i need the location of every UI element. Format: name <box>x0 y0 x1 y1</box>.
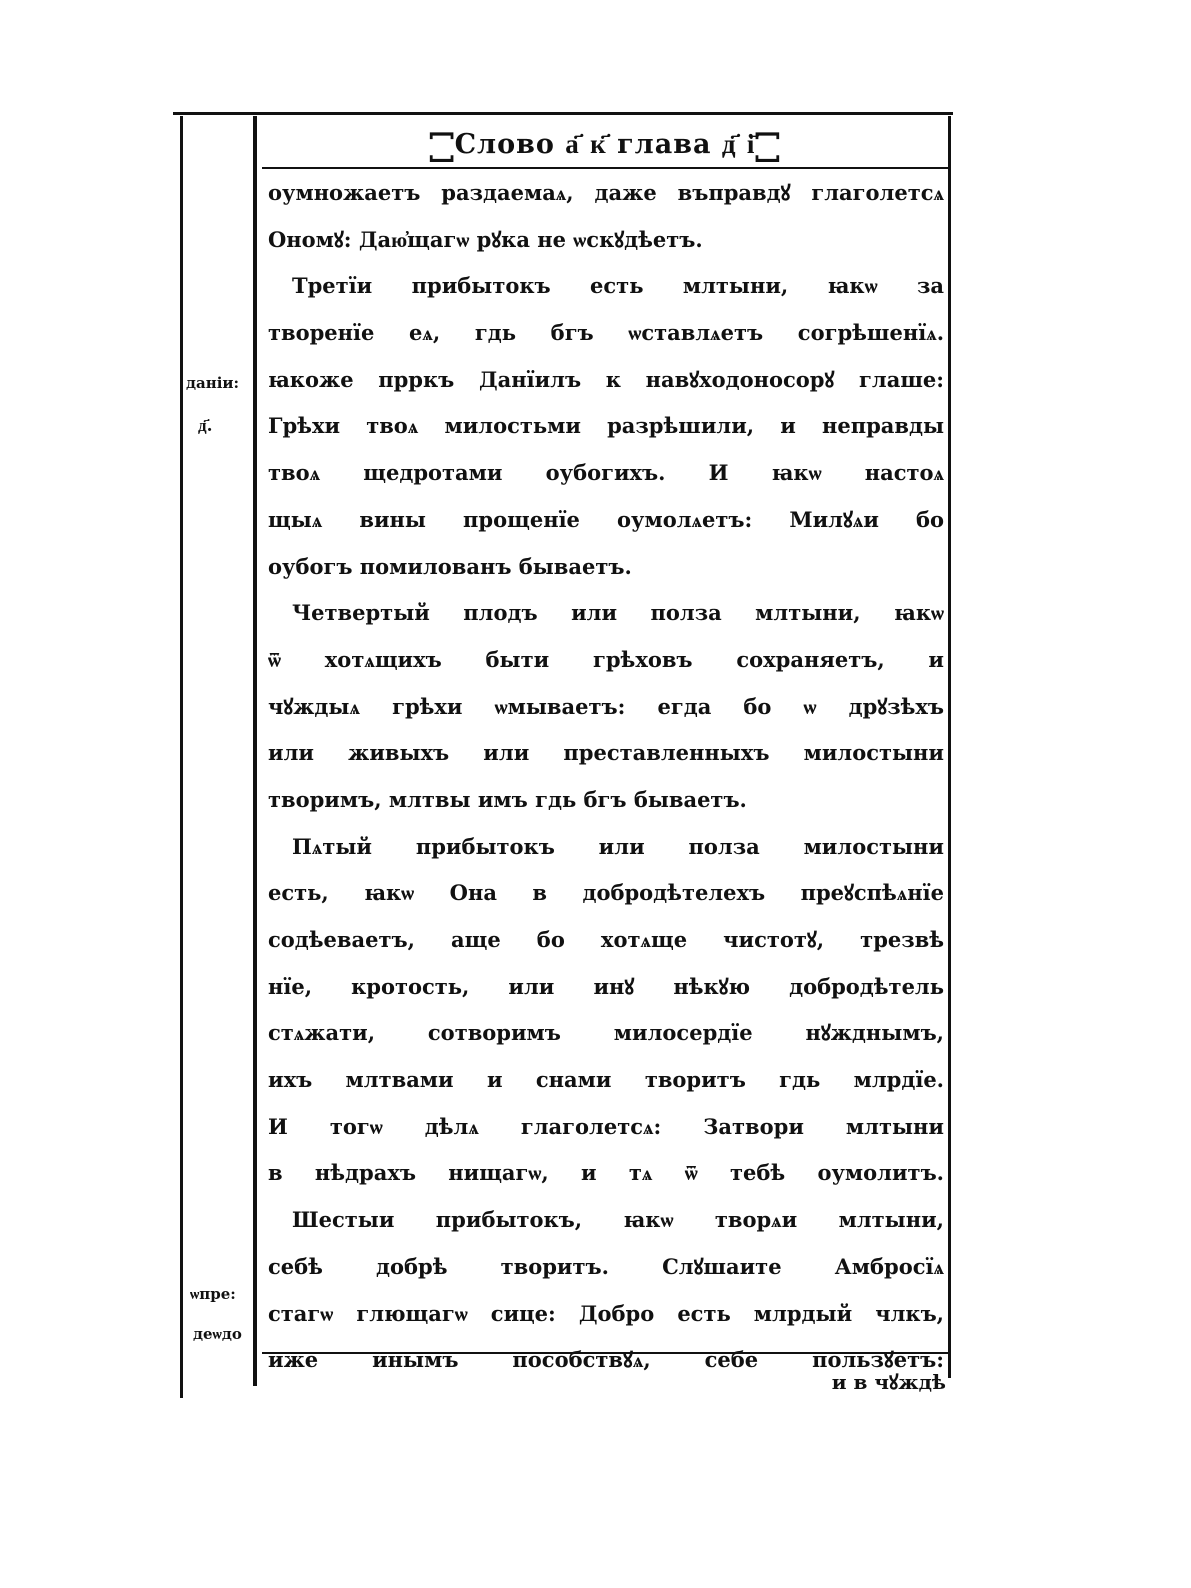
text-line: содѣеваетъ, аще бо хотѧще чистотꙋ, трезвѣ <box>268 927 944 952</box>
text-line: Ономꙋ: Даю҆щагѡ рꙋка не ѡскꙋдѣетъ. <box>268 226 703 252</box>
text-line: есть, ꙗкѡ Она в добродѣтелехъ преꙋспѣѧнїе <box>268 880 944 906</box>
text-line: Шестыи прибытокъ, ꙗкѡ творѧи млтыни, <box>292 1207 944 1233</box>
margin-note-ambrose-word: деѡдо <box>193 1325 242 1343</box>
margin-note-ambrose-mark: ѡпре: <box>190 1285 236 1303</box>
text-line: Грѣхи твоѧ милостьми разрѣшили, и неправды <box>268 413 944 439</box>
margin-note-daniel: даніи: <box>186 374 240 392</box>
page-header <box>262 124 948 164</box>
text-line: в нѣдрахъ нищагѡ, и тѧ ѿ тебѣ оумолитъ. <box>268 1160 944 1186</box>
frame-left-rule <box>180 116 183 1398</box>
text-line: стагѡ глющагѡ сице: Добро есть млрдый члкъ, <box>268 1300 944 1326</box>
text-line: себѣ добрѣ творитъ. Слꙋшаите Амбросїѧ <box>268 1253 944 1279</box>
text-line: Третїи прибытокъ есть млтыни, ꙗкѡ за <box>292 273 944 299</box>
text-line: ихъ млтвами и снами творитъ гдь млрдїе. <box>268 1067 944 1093</box>
catchword: и в чꙋждѣ <box>831 1370 946 1394</box>
ornament-right-icon: ꙱ <box>767 131 769 161</box>
text-line: чꙋждыѧ грѣхи ѡмываетъ: егда бо ѡ дрꙋзѣхъ <box>268 693 944 719</box>
text-line: ѿ хотѧщихъ быти грѣховъ сохраняетъ, и <box>268 646 944 672</box>
text-line: творимъ, млтвы имъ гдь бгъ бываетъ. <box>268 786 747 812</box>
text-line: нїе, кротость, или инꙋ нѣкꙋю добродѣтель <box>268 973 944 999</box>
page-title: Слово а҃ к҃ глава д҃ і҃ <box>454 128 756 160</box>
text-line: оубогъ помилованъ бываетъ. <box>268 553 632 579</box>
text-line: И тогѡ дѣлѧ глаголетсѧ: Затвори млтыни <box>268 1113 944 1139</box>
frame-top-rule <box>173 112 953 115</box>
text-line: Четвертый плодъ или полза млтыни, ꙗкѡ <box>292 600 944 626</box>
text-line: оумножаетъ раздаемаѧ, даже въправдꙋ глаголетсѧ <box>268 180 944 205</box>
text-line: твоѧ щедротами оубогихъ. И ꙗкѡ настоѧ <box>268 460 944 486</box>
text-line: Пѧтый прибытокъ или полза милостыни <box>292 833 944 859</box>
text-line: ꙗкоже прркъ Данїилъ к навꙋходоносорꙋ глаше: <box>268 366 944 392</box>
body-text <box>268 170 944 1384</box>
header-rule <box>262 167 948 169</box>
text-line: стѧжати, сотворимъ милосердїе нꙋжднымъ, <box>268 1020 944 1046</box>
text-line: или живыхъ или преставленныхъ милостыни <box>268 740 944 766</box>
text-line: щыѧ вины прощенїе оумолѧетъ: Милꙋѧи бо <box>268 506 944 532</box>
frame-margin-rule <box>253 116 257 1386</box>
frame-right-rule <box>948 116 951 1378</box>
margin-note-daniel-number: д҃. <box>198 416 213 436</box>
ornament-left-icon: ꙱ <box>441 131 443 161</box>
text-line: творенїе еѧ, гдь бгъ ѡставлѧетъ согрѣшенїѧ. <box>268 320 944 346</box>
text-line: иже инымъ пособствꙋѧ, себе пользꙋетъ: <box>268 1347 944 1373</box>
